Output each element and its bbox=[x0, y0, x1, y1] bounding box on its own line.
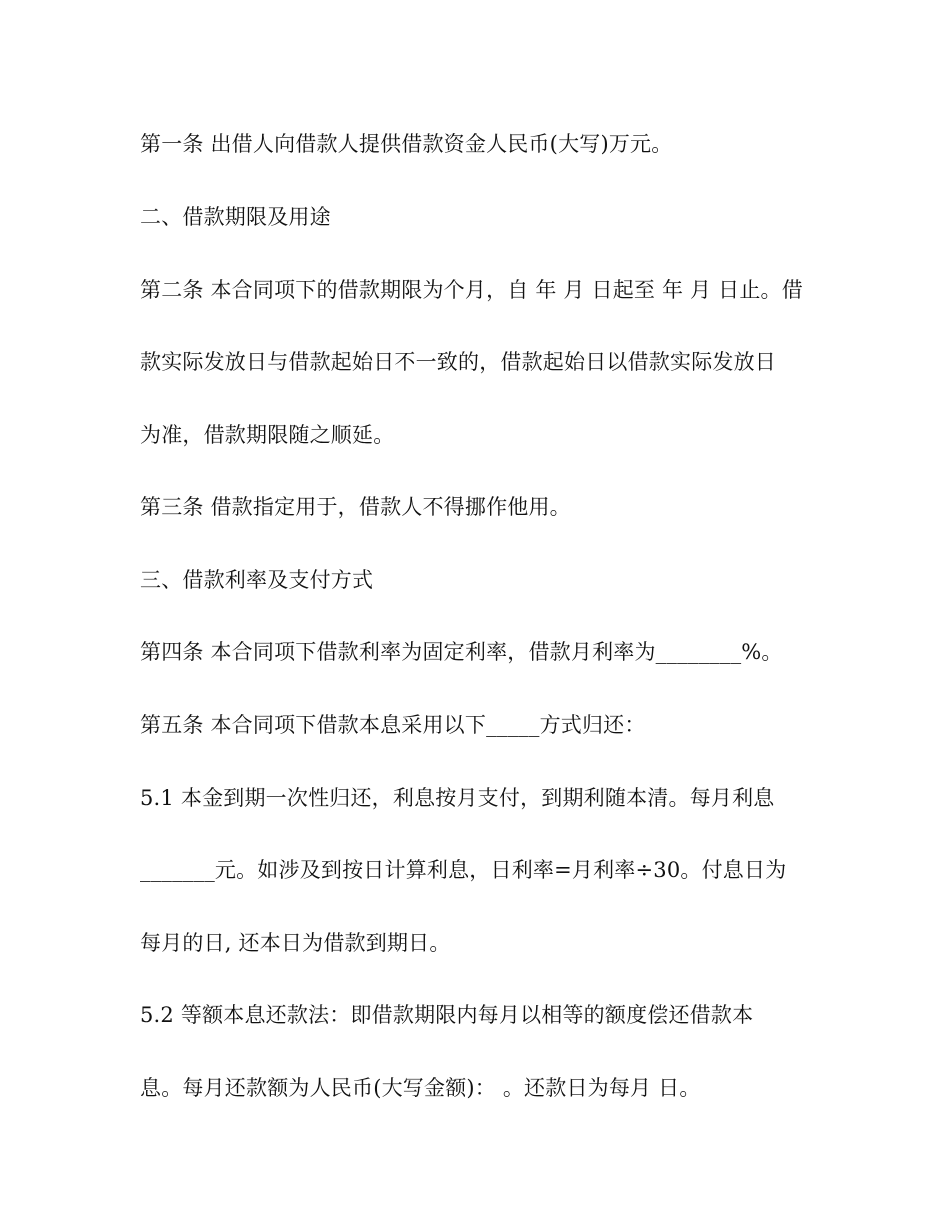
clause-2-line-2: 款实际发放日与借款起始日不一致的，借款起始日以借款实际发放日 bbox=[140, 350, 776, 374]
item-5-1-line-3: 每月的日, 还本日为借款到期日。 bbox=[140, 931, 451, 955]
clause-3-text: 第三条 借款指定用于，借款人不得挪作他用。 bbox=[140, 495, 571, 519]
clause-5-text: 第五条 本合同项下借款本息采用以下_____方式归还： bbox=[140, 713, 646, 737]
item-5-2-line-2: 息。每月还款额为人民币(大写金额)： 。还款日为每月 日。 bbox=[140, 1076, 701, 1100]
item-5-1-line-1: 5.1 本金到期一次性归还，利息按月支付，到期利随本清。每月利息 bbox=[140, 786, 775, 810]
section-2-heading: 二、借款期限及用途 bbox=[140, 205, 331, 229]
clause-2-line-1: 第二条 本合同项下的借款期限为个月，自 年 月 日起至 年 月 日止。借 bbox=[140, 278, 803, 302]
clause-1-text: 第一条 出借人向借款人提供借款资金人民币(大写)万元。 bbox=[140, 132, 673, 156]
item-5-2-line-1: 5.2 等额本息还款法：即借款期限内每月以相等的额度偿还借款本 bbox=[140, 1003, 754, 1027]
item-5-1-line-2: _______元。如涉及到按日计算利息，日利率=月利率÷30。付息日为 bbox=[140, 858, 787, 882]
clause-4-text: 第四条 本合同项下借款利率为固定利率，借款月利率为________%。 bbox=[140, 640, 783, 664]
clause-2-line-3: 为准，借款期限随之顺延。 bbox=[140, 423, 395, 447]
section-3-heading: 三、借款利率及支付方式 bbox=[140, 568, 374, 592]
